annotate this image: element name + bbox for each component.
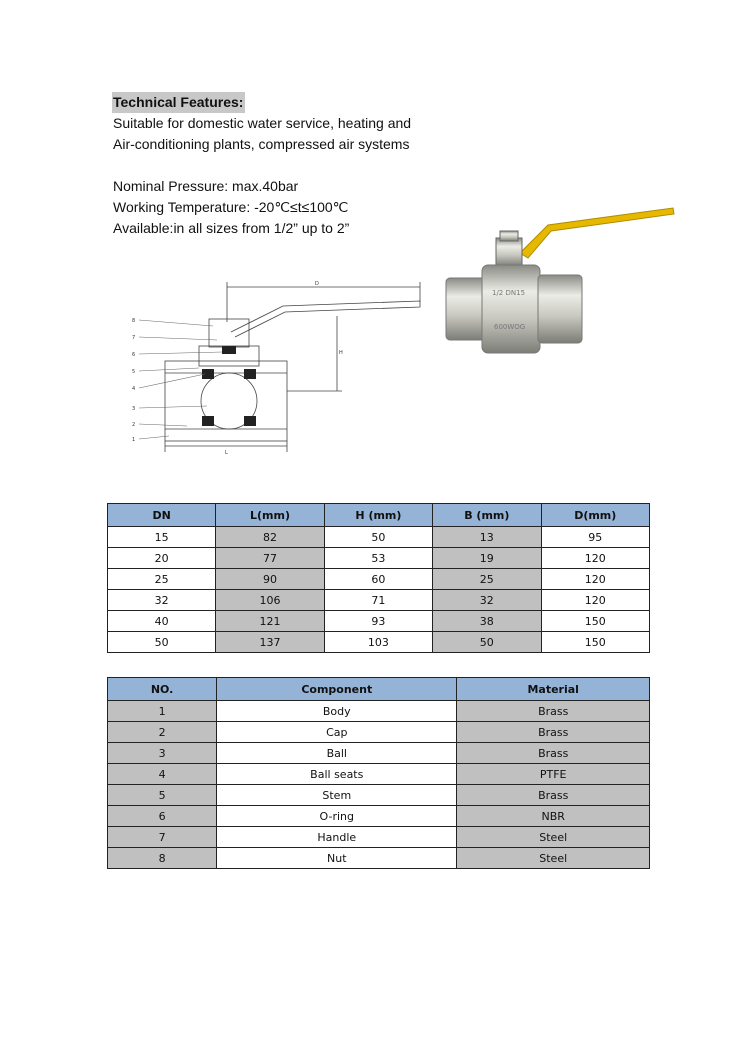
label-1: 1 — [132, 437, 136, 443]
cell: Stem — [217, 785, 457, 806]
cell: 38 — [433, 611, 541, 632]
cell: 32 — [108, 590, 216, 611]
cell: 25 — [108, 569, 216, 590]
cell: 90 — [216, 569, 324, 590]
nominal-pressure: Nominal Pressure: max.40bar — [113, 178, 299, 194]
photo-body-mark: 1/2 DN15 — [492, 289, 526, 297]
table-row — [108, 701, 650, 722]
cell: Brass — [457, 785, 650, 806]
header-d: D(mm) — [541, 504, 650, 527]
cell: Steel — [457, 848, 650, 869]
cell: Steel — [457, 827, 650, 848]
table-row — [108, 764, 650, 785]
cell: 137 — [216, 632, 324, 653]
table-row — [108, 806, 650, 827]
table-row — [108, 569, 650, 590]
cell: 120 — [541, 548, 650, 569]
table-row — [108, 548, 650, 569]
cell: NBR — [457, 806, 650, 827]
cell: Brass — [457, 701, 650, 722]
table-row — [108, 785, 650, 806]
dimension-l-label: L — [225, 450, 228, 456]
cell: Brass — [457, 743, 650, 764]
technical-features — [113, 92, 411, 239]
dimension-h-label: H — [339, 350, 343, 356]
cell: Nut — [217, 848, 457, 869]
cell: 4 — [108, 764, 217, 785]
header-dn: DN — [108, 504, 216, 527]
dimensions-table — [107, 503, 650, 653]
table-row — [108, 722, 650, 743]
cell: 121 — [216, 611, 324, 632]
cell: 6 — [108, 806, 217, 827]
cell: 1 — [108, 701, 217, 722]
valve-technical-drawing — [127, 276, 425, 458]
cell: 82 — [216, 527, 324, 548]
cell: 7 — [108, 827, 217, 848]
cell: 5 — [108, 785, 217, 806]
features-line-1: Suitable for domestic water service, heating and — [113, 115, 412, 131]
cell: 120 — [541, 590, 650, 611]
header-component: Component — [217, 678, 457, 701]
cell: 77 — [216, 548, 324, 569]
label-6: 6 — [132, 352, 136, 358]
cell: Handle — [217, 827, 457, 848]
table-row — [108, 827, 650, 848]
cell: 50 — [324, 527, 432, 548]
table-row — [108, 611, 650, 632]
table-row — [108, 743, 650, 764]
cell: 120 — [541, 569, 650, 590]
valve-photo — [438, 203, 680, 358]
cell: 106 — [216, 590, 324, 611]
available-sizes: Available:in all sizes from 1/2” up to 2” — [113, 220, 350, 236]
header-l: L(mm) — [216, 504, 324, 527]
cell: 150 — [541, 611, 650, 632]
cell: 93 — [324, 611, 432, 632]
cell: 32 — [433, 590, 541, 611]
cell: 71 — [324, 590, 432, 611]
cell: 8 — [108, 848, 217, 869]
cell: Ball — [217, 743, 457, 764]
cell: Ball seats — [217, 764, 457, 785]
label-8: 8 — [132, 318, 136, 324]
header-h: H (mm) — [324, 504, 432, 527]
cell: 50 — [433, 632, 541, 653]
cell: 19 — [433, 548, 541, 569]
table-header-row — [108, 678, 650, 701]
table-row — [108, 848, 650, 869]
label-7: 7 — [132, 335, 136, 341]
cell: 50 — [108, 632, 216, 653]
cell: 40 — [108, 611, 216, 632]
cell: 13 — [433, 527, 541, 548]
cell: 25 — [433, 569, 541, 590]
components-table — [107, 677, 650, 869]
cell: 103 — [324, 632, 432, 653]
dimension-d-label: D — [315, 281, 319, 287]
cell: 20 — [108, 548, 216, 569]
cell: 150 — [541, 632, 650, 653]
cell: Cap — [217, 722, 457, 743]
features-line-2: Air-conditioning plants, compressed air systems — [113, 136, 410, 152]
cell: 2 — [108, 722, 217, 743]
cell: 95 — [541, 527, 650, 548]
table-row — [108, 527, 650, 548]
table-row — [108, 632, 650, 653]
cell: 3 — [108, 743, 217, 764]
cell: Brass — [457, 722, 650, 743]
cell: 53 — [324, 548, 432, 569]
header-b: B (mm) — [433, 504, 541, 527]
label-4: 4 — [132, 386, 136, 392]
working-temperature: Working Temperature: -20℃≤t≤100℃ — [113, 199, 349, 215]
label-3: 3 — [132, 406, 136, 412]
table-row — [108, 590, 650, 611]
features-heading: Technical Features: — [112, 92, 245, 113]
table-header-row — [108, 504, 650, 527]
label-2: 2 — [132, 422, 136, 428]
cell: 15 — [108, 527, 216, 548]
photo-rating-mark: 600WOG — [494, 323, 526, 331]
header-material: Material — [457, 678, 650, 701]
cell: O-ring — [217, 806, 457, 827]
cell: PTFE — [457, 764, 650, 785]
label-5: 5 — [132, 369, 136, 375]
header-no: NO. — [108, 678, 217, 701]
cell: Body — [217, 701, 457, 722]
cell: 60 — [324, 569, 432, 590]
